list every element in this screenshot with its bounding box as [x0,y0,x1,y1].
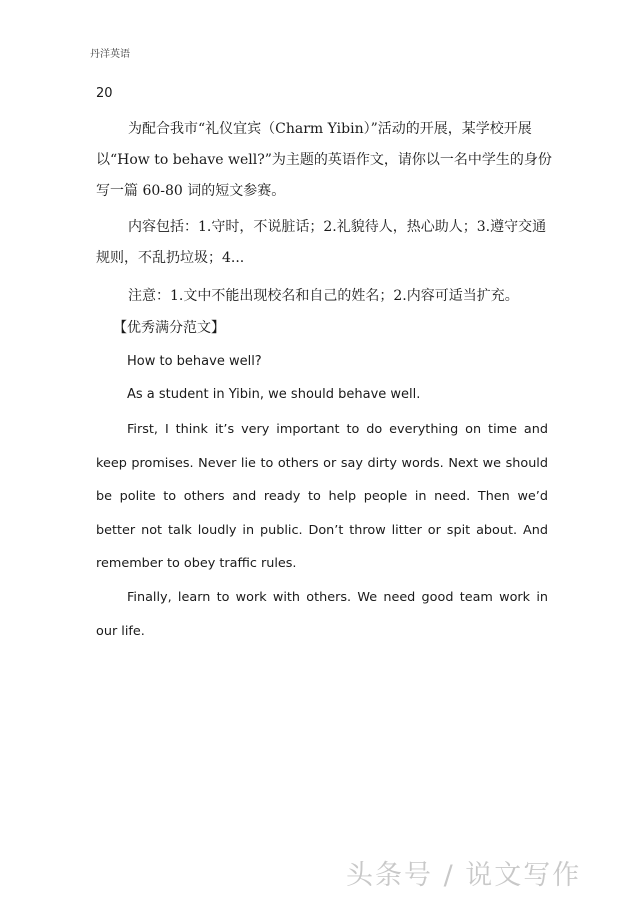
essay-title: How to behave well? [127,354,262,369]
content-text: 内容包括：1.守时，不说脏话；2.礼貌待人，热心助人；3.遵守交通规则，不乱扔垃圾；4... [96,219,547,266]
sample-essay-heading: 【优秀满分范文】 [113,320,225,336]
essay-paragraph-2: Finally, learn to work with others. We need good team work in our life. [96,590,548,639]
watermark: 头条号 / 说文写作 [346,860,582,891]
task-text: 为配合我市“礼仪宜宾（Charm Yibin）”活动的开展，某学校开展以“How to behave well?”为主题的英语作文，请你以一名中学生的身份写一篇 60-80 词的短文参赛。 [96,121,552,199]
writing-task [96,114,556,207]
notice [96,281,556,312]
content-requirements [96,212,556,274]
essay-paragraph-1: First, I think it’s very important to do everything on time and keep promises. Never lie to others or say dirty words. Next we should be polite to others and ready to help people in need. Then we’d better not talk loudly in public. Don’t throw litter or spit about. And remember to obey traffic rules. [96,422,548,571]
essay-intro: As a student in Yibin, we should behave well. [127,387,421,402]
question-number: 20 [96,86,113,101]
header-label: 丹洋英语 [90,49,130,60]
notice-text: 注意：1.文中不能出现校名和自己的姓名；2.内容可适当扩充。 [128,288,519,304]
